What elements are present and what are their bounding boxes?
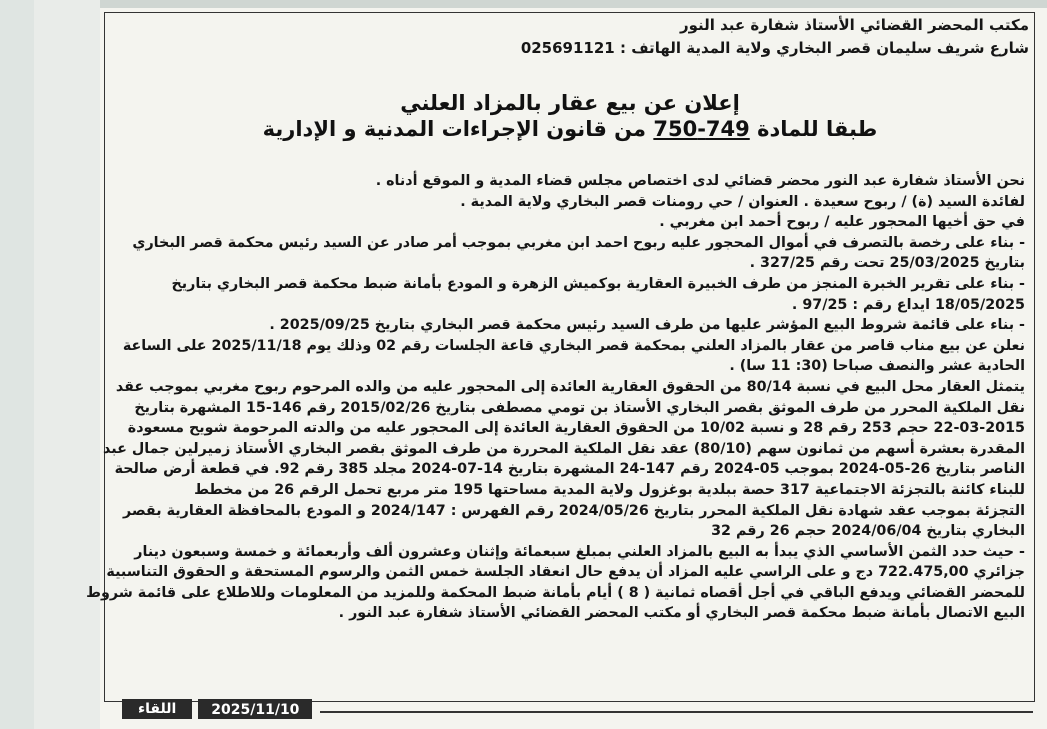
body-line: 18/05/2025 ايداع رقم : 97/25 . bbox=[791, 296, 1025, 313]
subtitle-suffix: من قانون الإجراءات المدنية و الإدارية bbox=[262, 117, 647, 141]
body-line: نقل الملكية المحرر من طرف الموثق بقصر البخاري الأستاذ بن تومي مصطفى بتاريخ 2015/02/26 رقم 146-15 المشهرة بتاريخ bbox=[134, 399, 1025, 416]
body-line: للمحضر القضائي ويدفع الباقي في أجل أقصاه ثمانية ( 8 ) أيام بأمانة ضبط المحكمة وللمزيد من المعلومات وللاطلاع على قائمة شروط bbox=[86, 584, 1025, 601]
body-line: التجزئة بموجب عقد شهادة نقل الملكية المحرر بتاريخ 2024/05/26 رقم الفهرس : 2024/147 و المودع بالمحافظة العقارية بقصر bbox=[122, 502, 1025, 519]
body-line: لفائدة السيد (ة) / ربوح سعيدة . العنوان / حي رومنات قصر البخاري ولاية المدية . bbox=[460, 193, 1025, 210]
body-line: نعلن عن بيع مناب قاصر من عقار بالمزاد العلني بمحكمة قصر البخاري قاعة الجلسات رقم 02 وذلك يوم 2025/11/18 على الساعة bbox=[122, 337, 1025, 354]
office-name: مكتب المحضر القضائي الأستاذ شفارة عبد النور bbox=[679, 16, 1029, 34]
subtitle-prefix: طبقا للمادة bbox=[757, 117, 878, 141]
notice-title: إعلان عن بيع عقار بالمزاد العلني bbox=[400, 91, 740, 115]
body-line: البيع الاتصال بأمانة ضبط محكمة قصر البخاري أو مكتب المحضر القضائي الأستاذ شفارة عبد النور . bbox=[338, 605, 1025, 622]
body-line: - حيث حدد الثمن الأساسي الذي يبدأ به البيع بالمزاد العلني بمبلغ سبعمائة وإثنان وعشرون ألف وأربعمائة و خمسة وسبعون دينار bbox=[134, 543, 1025, 560]
body-line: - بناء على تقرير الخبرة المنجز من طرف الخبيرة العقارية بوكميش الزهرة و المودع بأمانة ضبط محكمة قصر البخاري بتاريخ bbox=[171, 275, 1025, 292]
left-margin-strip bbox=[0, 0, 35, 729]
body-line: الناصر بتاريخ 26-05-2024 بموجب 05-2024 رقم 147-24 المشهرة بتاريخ 14-07-2024 مجلد 385 رقم 92. في قطعة أرض صالحة bbox=[114, 461, 1025, 478]
body-line: - بناء على رخصة بالتصرف في أموال المحجور عليه ربوح احمد ابن مغربي بموجب أمر صادر عن السيد رئيس محكمة قصر البخاري bbox=[132, 234, 1025, 251]
body-line: جزائري 722.475,00 دج و على الراسي عليه المزاد أن يدفع حال انعقاد الجلسة خمس الثمن والرسوم المستحقة و الحقوق التناسبية bbox=[106, 564, 1025, 581]
body-line: المقدرة بعشرة أسهم من ثمانون سهم (80/10) عقد نقل الملكية المحررة من طرف الموثق بقصر البخاري الأستاذ زميرلين جمال عبد bbox=[103, 440, 1025, 457]
footer-rule bbox=[320, 711, 1033, 713]
body-line: في حق أخيها المحجور عليه / ربوح أحمد ابن مغربي . bbox=[659, 214, 1025, 231]
subtitle-articles: 749-750 bbox=[653, 117, 750, 141]
page-footer bbox=[122, 699, 312, 719]
body-line: بتاريخ 25/03/2025 تحت رقم 327/25 . bbox=[749, 255, 1025, 272]
body-line: نحن الأستاذ شفارة عبد النور محضر قضائي لدى اختصاص مجلس قضاء المدية و الموقع أدناه . bbox=[375, 173, 1025, 189]
body-line: البخاري بتاريخ 2024/06/04 حجم 26 رقم 32 bbox=[711, 523, 1025, 540]
body-line: للبناء كائنة بالتجزئة الاجتماعية 317 حصة ببلدية بوغزول ولاية المدية مساحتها 195 متر مربع تحمل الرقم 26 من مخطط bbox=[194, 481, 1025, 498]
office-address: شارع شريف سليمان قصر البخاري ولاية المدية الهاتف : 025691121 bbox=[520, 39, 1029, 57]
body-line: يتمثل العقار محل البيع في نسبة 80/14 من الحقوق العقارية العائدة إلى المحجور عليه من والده المرحوم ربوح مغربي بموجب عقد bbox=[115, 378, 1025, 395]
publication-date: 2025/11/10 bbox=[198, 699, 312, 719]
body-line: - بناء على قائمة شروط البيع المؤشر عليها من طرف السيد رئيس محكمة قصر البخاري بتاريخ 2025/09/25 . bbox=[269, 317, 1025, 334]
notice-subtitle bbox=[110, 117, 1030, 141]
body-line: 22-03-2015 حجم 253 رقم 28 و نسبة 10/02 من الحقوق العقارية العائدة إلى المحجور عليه من والدته المرحومة شويح مسعودة bbox=[127, 420, 1025, 437]
notice-body bbox=[86, 171, 1025, 624]
notice-header bbox=[521, 14, 1029, 60]
body-line: الحادية عشر والنصف صباحا (30: 11 سا) . bbox=[729, 358, 1025, 375]
publication-name: اللقاء bbox=[122, 699, 192, 719]
